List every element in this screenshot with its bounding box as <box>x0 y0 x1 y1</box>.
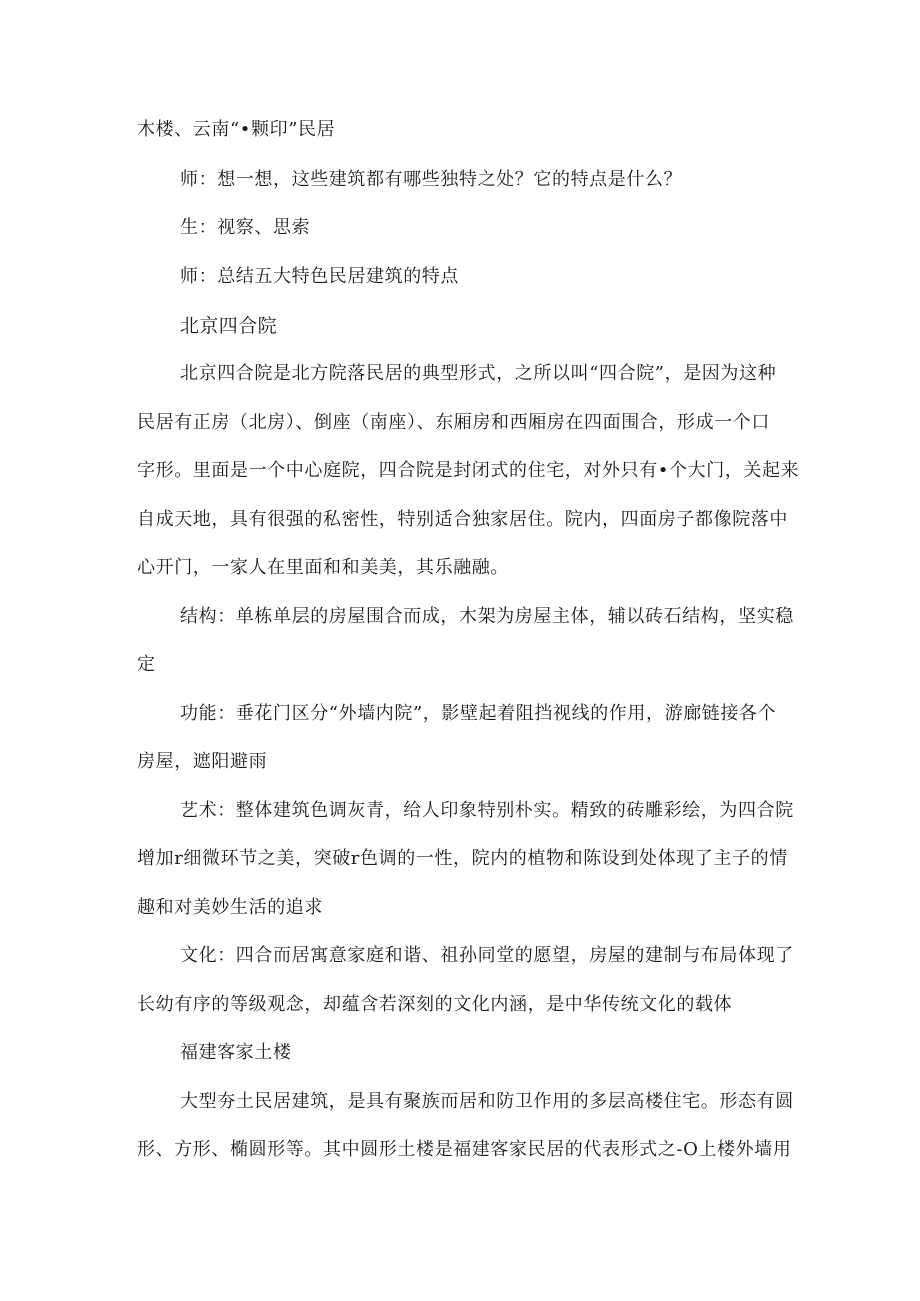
section-heading-siheyuan: 北京四合院 <box>180 315 278 337</box>
structure-line: 结构：单栋单层的房屋围合而成，木架为房屋主体，辅以砖石结构，坚实稳 <box>180 606 794 627</box>
function-line: 功能：垂花门区分“外墙内院”，影壁起着阻挡视线的作用，游廊链接各个 <box>180 703 777 724</box>
section-heading-tulou: 福建客家土楼 <box>180 1042 292 1063</box>
paragraph-line: 民居有正房（北房）、倒座（南座）、东厢房和西厢房在四面围合，形成一个口 <box>137 412 770 433</box>
teacher-question: 师：想一想，这些建筑都有哪些独特之处？它的特点是什么？ <box>180 169 683 190</box>
structure-line: 定 <box>137 654 156 675</box>
paragraph-line: 心开门，一家人在里面和和美美，其乐融融。 <box>137 557 509 578</box>
paragraph-line: 自成天地，具有很强的私密性，特别适合独家居住。院内，四面房子都像院落中 <box>137 509 788 530</box>
teacher-summary: 师：总结五大特色民居建筑的特点 <box>180 266 459 287</box>
text-line-1: 木楼、云南“•颗印”民居 <box>137 119 336 140</box>
paragraph-line: 字形。里面是一个中心庭院，四合院是封闭式的住宅，对外只有•个大门，关起来 <box>137 460 800 481</box>
art-line: 增加r细微环节之美，突破r色调的一性，院内的植物和陈设到处体现了主子的情 <box>137 848 788 869</box>
tulou-paragraph-line: 形、方形、椭圆形等。其中圆形土楼是福建客家民居的代表形式之-O上楼外墙用 <box>137 1139 792 1160</box>
culture-line: 长幼有序的等级观念，却蕴含若深刻的文化内涵，是中华传统文化的载体 <box>137 994 733 1015</box>
paragraph-line: 北京四合院是北方院落民居的典型形式，之所以叫“四合院”，是因为这种 <box>180 363 777 384</box>
function-line: 房屋，遮阳避雨 <box>137 751 268 772</box>
tulou-paragraph-line: 大型夯土民居建筑，是具有聚族而居和防卫作用的多层高楼住宅。形态有圆 <box>180 1091 794 1112</box>
art-line: 趣和对美妙生活的追求 <box>137 897 323 918</box>
art-line: 艺术：整体建筑色调灰青，给人印象特别朴实。精致的砖雕彩绘，为四合院 <box>180 800 794 821</box>
student-response: 生：视察、思索 <box>180 217 311 238</box>
culture-line: 文化：四合而居寓意家庭和谐、祖孙同堂的愿望，房屋的建制与布局体现了 <box>180 945 794 966</box>
